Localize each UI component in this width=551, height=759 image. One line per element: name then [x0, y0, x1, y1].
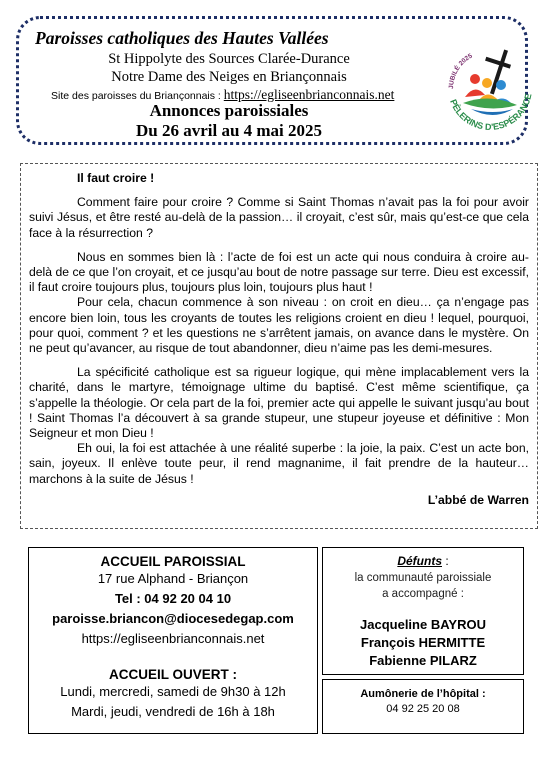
article-paragraph: Eh oui, la foi est attachée à une réalité superbe : la joie, la paix. C’est un acte bon, sain, joyeux. Il enlève toute peur, il rend magnanime, il fait prendre de la hauteur… marchons à la suite de Jésus !: [29, 441, 529, 486]
accueil-title: ACCUEIL PAROISSIAL: [100, 554, 246, 569]
defunt-name: François HERMITTE: [360, 635, 486, 650]
jubilee-logo: [439, 39, 539, 149]
svg-text:JUBILÉ 2025: [448, 52, 474, 89]
defunt-name: Fabienne PILARZ: [369, 653, 477, 668]
aumonerie-box: [322, 679, 524, 734]
article-paragraph: Pour cela, chacun commence à son niveau : on croit en dieu… ça n’engage pas encore bien loin, tous les croyants de toutes les religions croient en dieu ! lequel, pourquoi, pour quoi, comment ? et les questions ne s’arrêtent jamais, on avance dans le mystère. On ne peut qu’avancer, au risque de tout abandonner, dieu n’aime pas les demi-mesures.: [29, 295, 529, 356]
defunts-title: Défunts: [397, 554, 442, 568]
article-paragraph: Nous en sommes bien là : l’acte de foi est un acte qui nous conduira à croire au-delà de ce que l’on croyait, et ce jusqu’au bout de notre passage sur terre. Dieu est excessif, il faut croire toujours plus, toujours plus loin, toujours plus haut !: [29, 249, 529, 295]
announce-title: Annonces paroissiales: [149, 101, 309, 120]
article-paragraph: La spécificité catholique est sa rigueur logique, qui mène implacablement vers la charité, dans le martyre, témoignage ultime du baptisé. C’est même scientifique, ça s’appelle la théologie. Or cela part de la foi, premier acte qui appelle le suivant jusqu’au bout ! Saint Thomas l’a découvert à sa grande stupeur, une stupeur joyeuse et définitive : Mon Seigneur et mon Dieu !: [29, 365, 529, 441]
article-box: [20, 163, 538, 529]
article-title: Il faut croire !: [77, 171, 155, 185]
accueil-hours-2: Mardi, jeudi, vendredi de 16h à 18h: [71, 704, 275, 719]
accueil-address: 17 rue Alphand - Briançon: [97, 571, 249, 586]
site-link[interactable]: https://egliseenbrianconnais.net: [223, 87, 395, 102]
defunt-name: Jacqueline BAYROU: [360, 617, 486, 632]
logo-top-text: JUBILÉ 2025: [447, 52, 474, 90]
accueil-box: [28, 547, 318, 734]
accueil-hours-1: Lundi, mercredi, samedi de 9h30 à 12h: [60, 684, 286, 699]
logo-bottom-text: PÈLERINS D'ESPÉRANCE: [448, 92, 534, 132]
defunts-colon: :: [442, 554, 449, 568]
parish-line-2: Notre Dame des Neiges en Briançonnais: [111, 69, 347, 85]
accueil-phone[interactable]: Tel : 04 92 20 04 10: [114, 591, 232, 606]
aumonerie-phone[interactable]: 04 92 25 20 08: [386, 703, 460, 715]
article-body: [29, 171, 529, 508]
aumonerie-title: Aumônerie de l’hôpital :: [360, 688, 486, 700]
article-paragraph: Comment faire pour croire ? Comme si Saint Thomas n’avait pas la foi pour avoir suivi Jésus, et être resté au-delà de la passion… il croyait, c’est sûr, mais qu’est-ce que cela face à la résurrection ?: [29, 195, 529, 240]
parish-line-1: St Hippolyte des Sources Clarée-Durance: [108, 51, 350, 67]
parish-title: Paroisses catholiques des Hautes Vallées: [35, 28, 329, 48]
defunts-box: [322, 547, 524, 675]
defunts-line-2: a accompagné :: [382, 588, 464, 600]
accueil-url[interactable]: https://egliseenbrianconnais.net: [81, 631, 265, 646]
article-signature: L’abbé de Warren: [427, 492, 529, 507]
announce-dates: Du 26 avril au 4 mai 2025: [135, 121, 323, 140]
header-box: [16, 16, 534, 145]
site-label: Site des paroisses du Briançonnais :: [51, 90, 221, 102]
accueil-email[interactable]: paroisse.briancon@diocesedegap.com: [52, 611, 294, 626]
accueil-open-title: ACCUEIL OUVERT :: [108, 667, 237, 682]
defunts-line-1: la communauté paroissiale: [354, 572, 492, 584]
